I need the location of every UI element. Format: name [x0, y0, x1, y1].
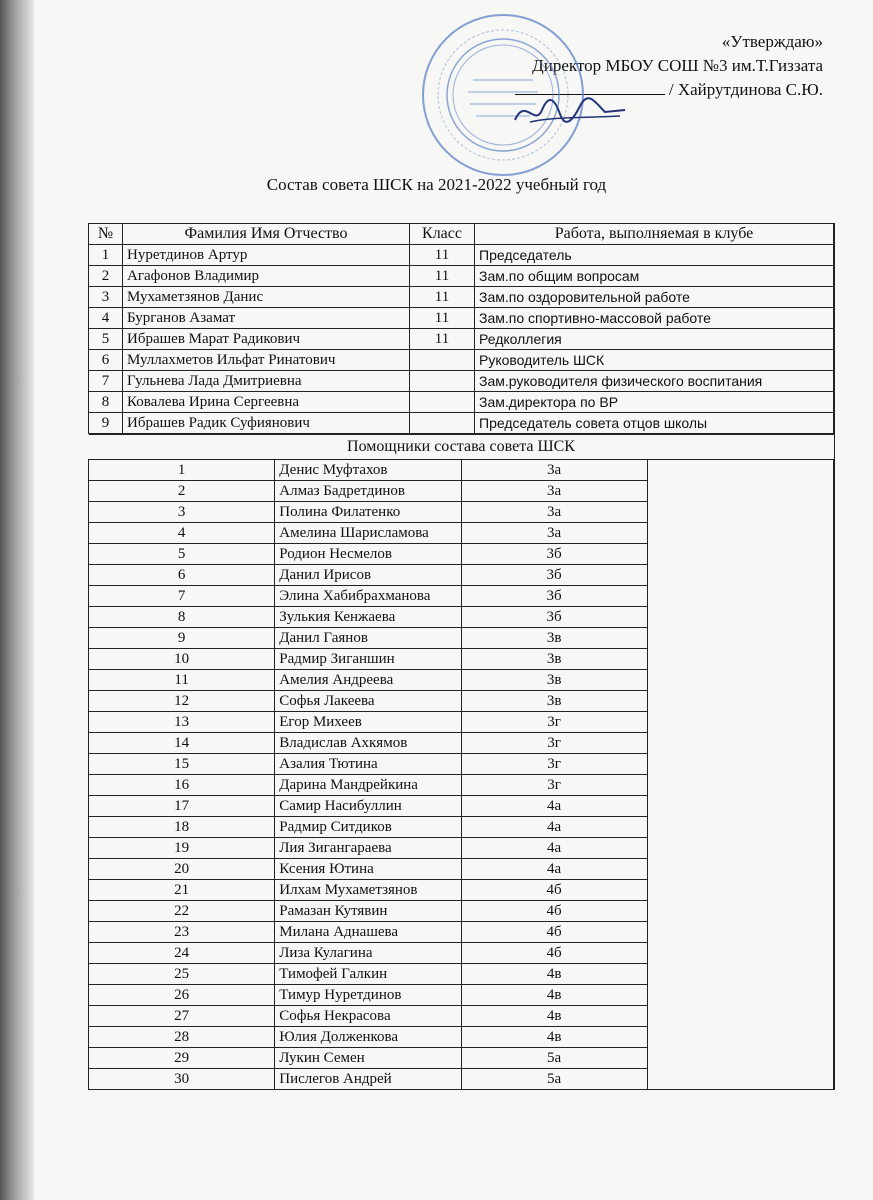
row-num: 27 [89, 1006, 275, 1027]
row-name: Гульнева Лада Дмитриевна [123, 371, 410, 392]
row-name: Ксения Ютина [275, 859, 461, 880]
row-class: 4в [461, 964, 647, 985]
row-name: Агафонов Владимир [123, 266, 410, 287]
row-num: 3 [89, 287, 123, 308]
document-title: Состав совета ШСК на 2021-2022 учебный год [266, 175, 607, 194]
row-name: Софья Некрасова [275, 1006, 461, 1027]
row-name: Ибрашев Радик Суфиянович [123, 413, 410, 434]
row-class: 5а [461, 1069, 647, 1090]
table-row [89, 245, 834, 266]
table-row [89, 308, 834, 329]
row-name: Ибрашев Марат Радикович [123, 329, 410, 350]
row-num: 17 [89, 796, 275, 817]
row-class: 3в [461, 649, 647, 670]
row-name: Егор Михеев [275, 712, 461, 733]
row-name: Алмаз Бадретдинов [275, 481, 461, 502]
table-row [89, 371, 834, 392]
row-num: 1 [89, 460, 275, 481]
approval-signatory: / Хайрутдинова С.Ю. [668, 80, 823, 99]
row-num: 19 [89, 838, 275, 859]
row-name: Полина Филатенко [275, 502, 461, 523]
row-name: Илхам Мухаметзянов [275, 880, 461, 901]
row-name: Радмир Зиганшин [275, 649, 461, 670]
row-name: Амелия Андреева [275, 670, 461, 691]
row-class: 3а [461, 502, 647, 523]
row-class [410, 413, 475, 434]
row-name: Рамазан Кутявин [275, 901, 461, 922]
row-num: 6 [89, 350, 123, 371]
row-num: 2 [89, 481, 275, 502]
table-row [89, 460, 834, 481]
row-name: Ковалева Ирина Сергеевна [123, 392, 410, 413]
row-class [410, 371, 475, 392]
row-class: 3а [461, 460, 647, 481]
row-num: 26 [89, 985, 275, 1006]
header-name: Фамилия Имя Отчество [123, 224, 410, 245]
row-class: 3г [461, 733, 647, 754]
table-row [89, 287, 834, 308]
row-class: 3б [461, 586, 647, 607]
council-sheet [88, 223, 835, 1090]
row-num: 9 [89, 413, 123, 434]
row-name: Азалия Тютина [275, 754, 461, 775]
row-name: Милана Аднашева [275, 922, 461, 943]
row-class: 3а [461, 523, 647, 544]
row-num: 18 [89, 817, 275, 838]
row-class: 4а [461, 817, 647, 838]
row-num: 8 [89, 607, 275, 628]
row-work: Председатель совета отцов школы [475, 413, 834, 434]
director-signature [510, 92, 630, 132]
row-class: 3г [461, 754, 647, 775]
row-class: 11 [410, 287, 475, 308]
row-num: 5 [89, 544, 275, 565]
row-name: Дарина Мандрейкина [275, 775, 461, 796]
row-name: Софья Лакеева [275, 691, 461, 712]
helpers-subtitle: Помощники состава совета ШСК [89, 435, 834, 460]
row-class: 4а [461, 796, 647, 817]
row-class: 4а [461, 859, 647, 880]
row-num: 11 [89, 670, 275, 691]
row-name: Элина Хабибрахманова [275, 586, 461, 607]
row-class: 4в [461, 1006, 647, 1027]
row-name: Муллахметов Ильфат Ринатович [123, 350, 410, 371]
row-class: 4б [461, 943, 647, 964]
blank-column [647, 460, 833, 1090]
row-class: 3б [461, 544, 647, 565]
row-class: 3в [461, 670, 647, 691]
row-name: Лиза Кулагина [275, 943, 461, 964]
row-num: 25 [89, 964, 275, 985]
row-work: Зам.директора по ВР [475, 392, 834, 413]
row-work: Зам.по спортивно-массовой работе [475, 308, 834, 329]
row-class: 4а [461, 838, 647, 859]
header-class: Класс [410, 224, 475, 245]
row-name: Данил Гаянов [275, 628, 461, 649]
row-num: 9 [89, 628, 275, 649]
row-class: 5а [461, 1048, 647, 1069]
row-name: Лукин Семен [275, 1048, 461, 1069]
council-table [88, 223, 834, 434]
row-class: 4в [461, 985, 647, 1006]
row-num: 28 [89, 1027, 275, 1048]
row-class: 4в [461, 1027, 647, 1048]
row-class: 3г [461, 712, 647, 733]
row-num: 12 [89, 691, 275, 712]
row-num: 15 [89, 754, 275, 775]
approval-heading: «Утверждаю» [721, 32, 823, 51]
approval-director: Директор МБОУ СОШ №3 им.Т.Гиззата [532, 56, 823, 75]
row-name: Тимофей Галкин [275, 964, 461, 985]
row-num: 10 [89, 649, 275, 670]
row-class: 3г [461, 775, 647, 796]
row-num: 1 [89, 245, 123, 266]
table-row [89, 266, 834, 287]
row-num: 24 [89, 943, 275, 964]
row-work: Зам.по оздоровительной работе [475, 287, 834, 308]
row-num: 14 [89, 733, 275, 754]
row-name: Мухаметзянов Данис [123, 287, 410, 308]
row-num: 16 [89, 775, 275, 796]
row-num: 23 [89, 922, 275, 943]
row-name: Лия Зигангараева [275, 838, 461, 859]
row-work: Руководитель ШСК [475, 350, 834, 371]
row-name: Зулькия Кенжаева [275, 607, 461, 628]
helpers-subtitle-row [89, 435, 834, 460]
row-name: Тимур Нуретдинов [275, 985, 461, 1006]
row-num: 13 [89, 712, 275, 733]
row-work: Председатель [475, 245, 834, 266]
row-name: Пислегов Андрей [275, 1069, 461, 1090]
row-num: 2 [89, 266, 123, 287]
table-row [89, 413, 834, 434]
row-class: 4б [461, 922, 647, 943]
row-name: Данил Ирисов [275, 565, 461, 586]
row-num: 5 [89, 329, 123, 350]
row-work: Зам.по общим вопросам [475, 266, 834, 287]
table-row [89, 350, 834, 371]
row-name: Амелина Шарисламова [275, 523, 461, 544]
header-num: № [89, 224, 123, 245]
row-num: 8 [89, 392, 123, 413]
row-num: 3 [89, 502, 275, 523]
row-name: Нуретдинов Артур [123, 245, 410, 266]
row-class: 3б [461, 565, 647, 586]
row-work: Зам.руководителя физического воспитания [475, 371, 834, 392]
row-num: 29 [89, 1048, 275, 1069]
helpers-table [88, 434, 834, 1090]
council-header-row [89, 224, 834, 245]
row-class: 3в [461, 691, 647, 712]
row-num: 4 [89, 308, 123, 329]
row-work: Редколлегия [475, 329, 834, 350]
row-num: 22 [89, 901, 275, 922]
row-class: 3б [461, 607, 647, 628]
row-class: 11 [410, 245, 475, 266]
row-num: 7 [89, 371, 123, 392]
row-name: Юлия Долженкова [275, 1027, 461, 1048]
header-work: Работа, выполняемая в клубе [475, 224, 834, 245]
row-class [410, 350, 475, 371]
row-name: Владислав Ахкямов [275, 733, 461, 754]
row-class: 4б [461, 901, 647, 922]
row-class: 11 [410, 308, 475, 329]
row-name: Родион Несмелов [275, 544, 461, 565]
row-name: Бурганов Азамат [123, 308, 410, 329]
row-name: Радмир Ситдиков [275, 817, 461, 838]
row-name: Денис Муфтахов [275, 460, 461, 481]
row-num: 30 [89, 1069, 275, 1090]
row-class: 11 [410, 266, 475, 287]
table-row [89, 392, 834, 413]
row-name: Самир Насибуллин [275, 796, 461, 817]
row-class: 3в [461, 628, 647, 649]
row-num: 6 [89, 565, 275, 586]
table-row [89, 329, 834, 350]
row-num: 4 [89, 523, 275, 544]
row-class: 11 [410, 329, 475, 350]
row-num: 7 [89, 586, 275, 607]
row-num: 20 [89, 859, 275, 880]
row-num: 21 [89, 880, 275, 901]
row-class: 4б [461, 880, 647, 901]
row-class: 3а [461, 481, 647, 502]
row-class [410, 392, 475, 413]
